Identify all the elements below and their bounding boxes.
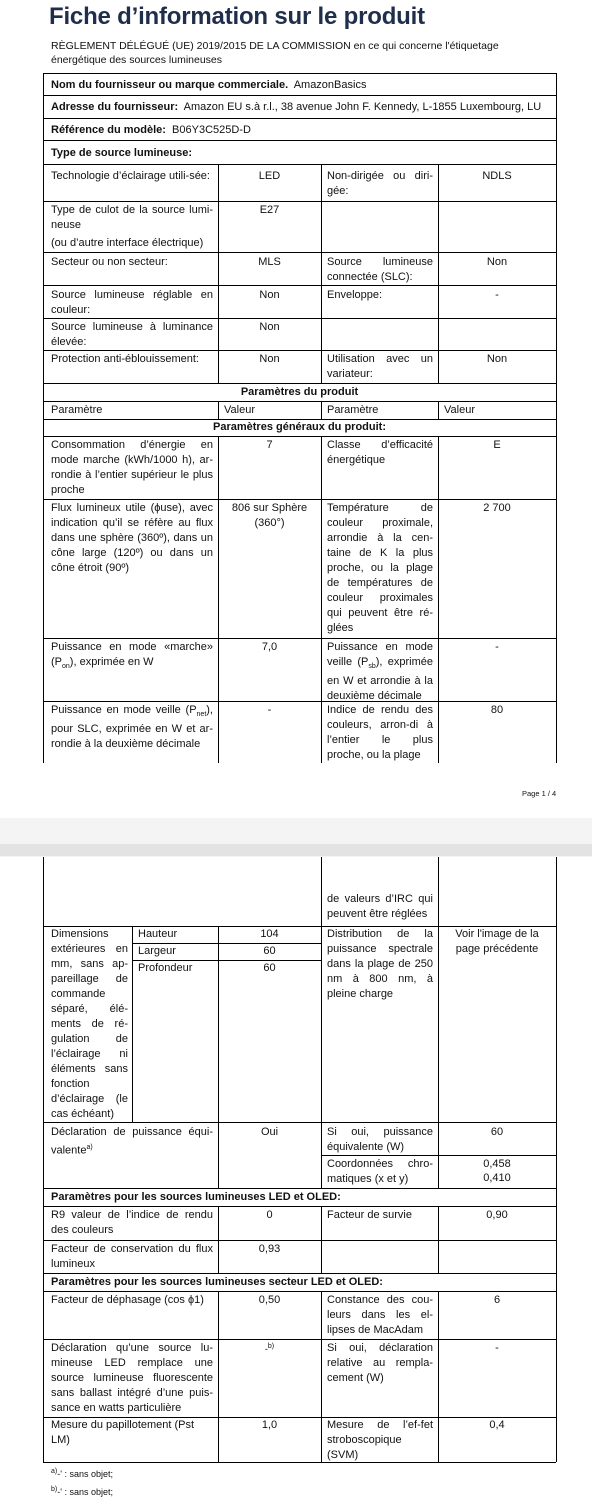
col-rule bbox=[132, 926, 133, 1122]
rule bbox=[43, 95, 556, 96]
survival-label: Facteur de survie bbox=[327, 1209, 412, 1221]
rule bbox=[43, 164, 556, 165]
model-value: B06Y3C525D-D bbox=[172, 124, 251, 136]
direction-value: NDLS bbox=[482, 170, 512, 182]
width-label: Largeur bbox=[138, 945, 176, 957]
col-rule bbox=[438, 1291, 439, 1462]
survival-value: 0,90 bbox=[486, 1209, 508, 1221]
r9-label: R9 valeur de l’indice de rendu des couleurs bbox=[51, 1209, 213, 1236]
col-rule bbox=[321, 857, 322, 1163]
model-label: Référence du modèle: bbox=[51, 124, 166, 136]
cri-label: Indice de rendu des couleurs, arron-di à l’entier le plus proche, ou la plage bbox=[327, 704, 433, 761]
tech-value: LED bbox=[258, 170, 281, 182]
equiv-w-label: Si oui, puissance équivalente (W) bbox=[327, 1126, 433, 1153]
table-border-right bbox=[556, 73, 557, 763]
rule bbox=[43, 1291, 556, 1292]
table-border-right bbox=[556, 857, 557, 1462]
rule bbox=[43, 401, 556, 402]
glare-label: Protection anti-éblouissement: bbox=[51, 353, 199, 365]
envelope-value: - bbox=[495, 289, 499, 301]
rule bbox=[43, 1188, 556, 1189]
equiv-w-value: 60 bbox=[490, 1126, 504, 1138]
luminance-value: Non bbox=[259, 321, 280, 333]
page-title: Fiche d’information sur le produit bbox=[49, 3, 425, 30]
pnet-label-a: Puissance en mode veille (P bbox=[51, 704, 197, 716]
pnet-label-b: ), pour SLC, exprimée en W et ar-rondie à la deuxième décimale bbox=[51, 704, 213, 751]
col-rule bbox=[438, 857, 439, 1163]
spd-value: Voir l'image de la page précédente bbox=[455, 928, 539, 955]
col-rule bbox=[321, 1291, 322, 1462]
general-params-heading: Paramètres généraux du produit: bbox=[213, 421, 386, 433]
color-label: Source lumineuse réglable en couleur: bbox=[51, 289, 213, 316]
supplier-row bbox=[51, 78, 366, 93]
col-header-param-1: Paramètre bbox=[51, 404, 103, 416]
macadam-label: Constance des cou-leurs dans les el-lipses de MacAdam bbox=[327, 1294, 433, 1336]
led-params-heading: Paramètres pour les sources lumineuses LED et OLED: bbox=[51, 1191, 341, 1203]
equiv-label bbox=[51, 1125, 213, 1159]
tech-label: Technologie d’éclairage utili-sée: bbox=[51, 170, 210, 182]
rule bbox=[43, 350, 556, 351]
model-row bbox=[51, 123, 251, 138]
width-value: 60 bbox=[263, 945, 276, 957]
depth-value: 60 bbox=[263, 962, 276, 974]
chroma-x: 0,458 bbox=[483, 1158, 511, 1170]
chroma-label: Coordonnées chro-matiques (x et y) bbox=[327, 1158, 433, 1185]
col-rule bbox=[218, 1291, 219, 1462]
replace-label: Déclaration qu’une source lu-mineuse LED remplace une source lumineuse fluorescente sans ballast intégré d’une puis-sance en watts particulière bbox=[51, 1342, 213, 1414]
rule bbox=[43, 252, 556, 253]
replace-w-label: Si oui, déclaration relative au rempla-cement (W) bbox=[327, 1342, 433, 1384]
cap-value: E27 bbox=[259, 204, 280, 216]
envelope-label: Enveloppe: bbox=[327, 289, 383, 301]
psb-label-a: Puissance en mode veille (P bbox=[327, 641, 433, 668]
pon-value: 7,0 bbox=[261, 641, 278, 653]
flicker-label: Mesure du papillotement (Pst LM) bbox=[51, 1419, 195, 1446]
energy-value: 7 bbox=[266, 439, 273, 451]
mains-value: MLS bbox=[258, 256, 281, 268]
col-rule bbox=[321, 436, 322, 763]
rule bbox=[43, 201, 556, 202]
col-rule bbox=[218, 1155, 219, 1188]
energy-label: Consommation d’énergie en mode marche (kWh/1000 h), ar-rondie à l’entier supérieur le plus proche bbox=[51, 439, 213, 496]
flux-value: 806 sur Sphère (360°) bbox=[231, 502, 308, 529]
address-label: Adresse du fournisseur: bbox=[51, 101, 179, 113]
macadam-value: 6 bbox=[493, 1294, 501, 1306]
class-label: Classe d’efficacité énergétique bbox=[327, 439, 433, 466]
depth-label: Profondeur bbox=[138, 962, 193, 974]
equiv-sup: a) bbox=[86, 1144, 93, 1151]
dimmer-label: Utilisation avec un variateur: bbox=[327, 353, 433, 380]
slc-label: Source lumineuse connectée (SLC): bbox=[327, 256, 433, 283]
address-value: Amazon EU s.à r.l., 38 avenue John F. Kennedy, L-1855 Luxembourg, LU bbox=[183, 101, 542, 113]
rule bbox=[43, 318, 556, 319]
maintenance-label: Facteur de conservation du flux lumineux bbox=[51, 1243, 213, 1270]
rule bbox=[43, 1240, 556, 1241]
pon-sub: on bbox=[62, 663, 70, 671]
class-value: E bbox=[493, 439, 501, 451]
psb-sub: sb bbox=[368, 663, 376, 671]
rule bbox=[43, 118, 556, 119]
params-heading: Paramètres du produit bbox=[240, 386, 359, 398]
col-header-value-2: Valeur bbox=[444, 404, 475, 416]
spd-label: Distribution de la puissance spectrale dans la plage de 250 nm à 800 nm, à pleine charge bbox=[327, 928, 433, 1000]
cap-label: Type de culot de la source lumi-neuse bbox=[51, 204, 213, 231]
flux-label: Flux lumineux utile (ϕuse), avec indication qu’il se réfère au flux dans une sphère (360º), dans un cône large (120º) ou dans un cône étroit (90º) bbox=[51, 502, 213, 574]
color-value: Non bbox=[259, 289, 280, 301]
pnet-value: - bbox=[267, 704, 272, 716]
rule bbox=[43, 1206, 556, 1207]
rule bbox=[43, 140, 556, 141]
direction-label: Non-dirigée ou diri-gée: bbox=[327, 170, 433, 197]
equiv-value: Oui bbox=[260, 1126, 279, 1138]
r9-value: 0 bbox=[266, 1209, 273, 1221]
rule bbox=[43, 638, 556, 639]
page-number: Page 1 / 4 bbox=[522, 789, 557, 798]
rule bbox=[43, 285, 556, 286]
height-label: Hauteur bbox=[138, 928, 178, 940]
footnote-a bbox=[51, 1466, 113, 1480]
footnote-b-text: -' : sans objet; bbox=[57, 1487, 113, 1497]
strobo-label: Mesure de l’ef-fet stroboscopique (SVM) bbox=[327, 1419, 433, 1461]
strobo-value: 0,4 bbox=[489, 1419, 505, 1431]
dimensions-label: Dimensions extérieures en mm, sans ap-pareillage de commande séparé, élé-ments de ré-gulation de l’éclairage ni éléments sans fonction d’éclairage (le cas échéant) bbox=[51, 928, 128, 1120]
rule bbox=[43, 701, 556, 702]
pnet-label bbox=[51, 703, 213, 752]
cct-label: Température de couleur proximale, arrondie à la cen-taine de K la plus proche, ou la plage de températures de couleur proximales qui peuvent être ré-glées bbox=[327, 502, 433, 634]
col-rule bbox=[321, 1155, 322, 1188]
glare-value: Non bbox=[259, 353, 280, 365]
replace-value-text: - bbox=[264, 1344, 268, 1354]
pon-label-b: ), exprimée en W bbox=[69, 656, 154, 668]
psb-value: - bbox=[495, 641, 499, 653]
footnote-a-mark: a) bbox=[51, 1468, 58, 1475]
luminance-label: Source lumineuse à luminance élevée: bbox=[51, 321, 213, 348]
cct-value: 2 700 bbox=[483, 502, 511, 514]
pon-label-a: Puissance en mode «marche» (P bbox=[51, 641, 213, 668]
col-rule bbox=[438, 401, 439, 419]
cri-label-cont: de valeurs d’IRC qui peuvent être réglées bbox=[327, 893, 433, 920]
rule bbox=[43, 499, 556, 500]
equiv-label-text: Déclaration de puissance équi-valente bbox=[51, 1126, 213, 1157]
col-rule bbox=[321, 401, 322, 419]
footnote-a-text: -' : sans objet; bbox=[57, 1469, 113, 1479]
replace-sup: b) bbox=[267, 1343, 275, 1350]
rule bbox=[43, 1273, 556, 1274]
pon-label bbox=[51, 640, 213, 674]
supplier-label: Nom du fournisseur ou marque commerciale. bbox=[51, 79, 289, 91]
page-separator bbox=[0, 818, 592, 858]
mains-label: Secteur ou non secteur: bbox=[51, 256, 168, 268]
replace-w-value: - bbox=[495, 1342, 499, 1354]
footnote-b bbox=[51, 1484, 113, 1498]
col-rule bbox=[438, 1155, 439, 1188]
rule bbox=[43, 383, 556, 384]
rule bbox=[43, 73, 556, 74]
chroma-y: 0,410 bbox=[483, 1172, 511, 1184]
replace-value bbox=[218, 1339, 321, 1357]
col-header-value-1: Valeur bbox=[224, 404, 255, 416]
mains-led-params-heading: Paramètres pour les sources lumineuses secteur LED et OLED: bbox=[51, 1276, 383, 1288]
slc-value: Non bbox=[486, 256, 508, 268]
rule bbox=[43, 436, 556, 437]
pnet-sub: net bbox=[196, 711, 207, 719]
source-type-heading: Type de source lumineuse: bbox=[51, 147, 193, 159]
maintenance-value: 0,93 bbox=[258, 1243, 281, 1255]
dimmer-value: Non bbox=[486, 353, 508, 365]
regulation-text: RÈGLEMENT DÉLÉGUÉ (UE) 2019/2015 DE LA COMMISSION en ce qui concerne l'étiquetage énergétique des sources lumineuses bbox=[51, 40, 499, 66]
col-rule bbox=[218, 401, 219, 419]
rule bbox=[43, 1462, 556, 1463]
flicker-value: 1,0 bbox=[261, 1419, 278, 1431]
table-border-left bbox=[43, 857, 44, 1462]
rule bbox=[43, 1122, 556, 1123]
address-row bbox=[51, 100, 541, 115]
height-value: 104 bbox=[260, 928, 279, 940]
table-border-left bbox=[43, 73, 44, 763]
supplier-value: AmazonBasics bbox=[293, 79, 367, 91]
psb-label bbox=[327, 640, 433, 704]
col-header-param-2: Paramètre bbox=[327, 404, 379, 416]
cap-label-2: (ou d’autre interface électrique) bbox=[51, 237, 204, 249]
power-factor-label: Facteur de déphasage (cos ϕ1) bbox=[51, 1294, 204, 1306]
psb-label-b: ), exprimée en W et arrondie à la deuxième décimale bbox=[327, 656, 433, 703]
page-2 bbox=[0, 857, 592, 1500]
cri-value: 80 bbox=[490, 704, 504, 716]
power-factor-value: 0,50 bbox=[258, 1294, 281, 1306]
footnote-b-mark: b) bbox=[51, 1486, 58, 1493]
